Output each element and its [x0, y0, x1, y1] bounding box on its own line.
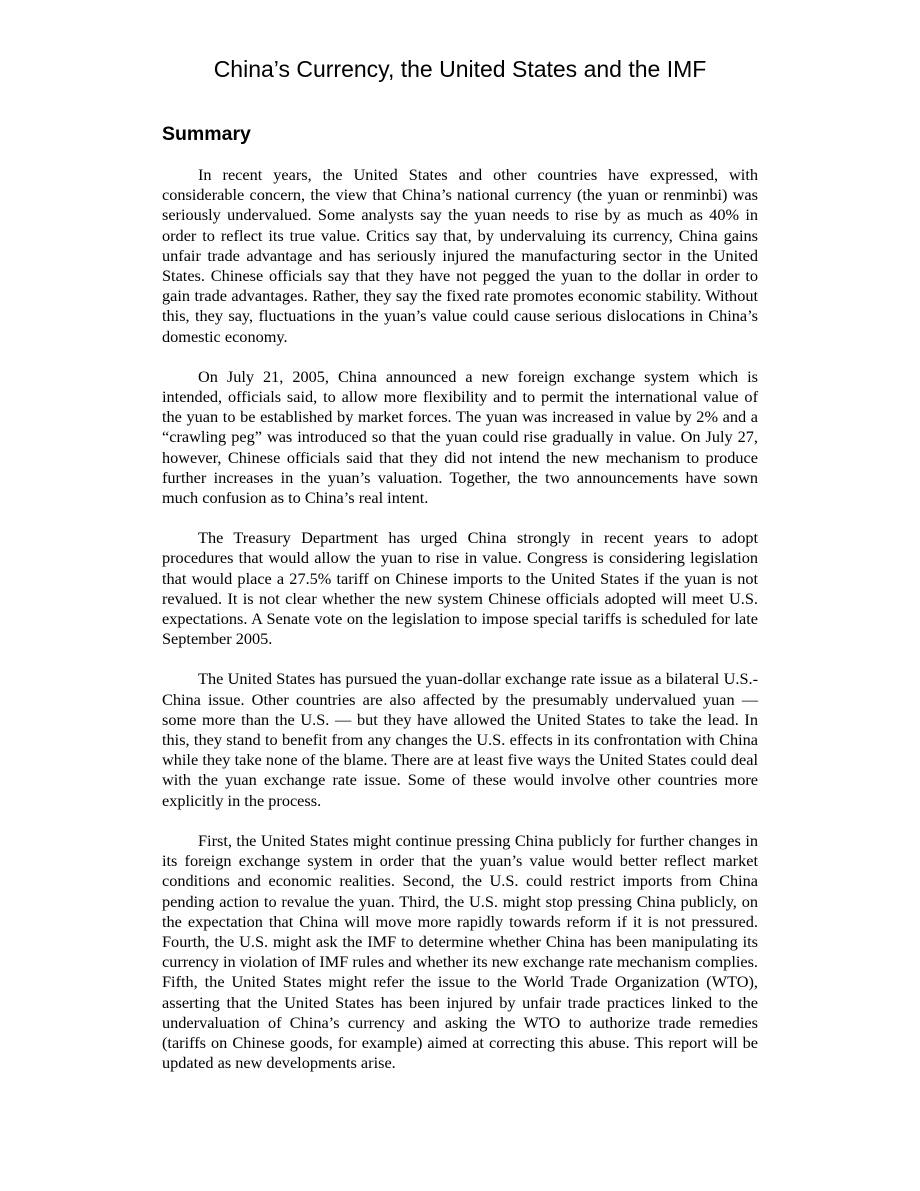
paragraph-5: First, the United States might continue pressing China publicly for further changes in its foreign exchange system in order that the yuan’s value would better reflect market conditions and economic realities. Second, the U.S. could restrict imports from China pending action to revalue the yuan. Third, the U.S. might stop pressing China publicly, on the expectation that China will move more rapidly towards reform if it is not pressured. Fourth, the U.S. might ask the IMF to determine whether China has been manipulating its currency in violation of IMF rules and whether its new exchange rate mechanism complies. Fifth, the United States might refer the issue to the World Trade Organization (WTO), asserting that the United States has been injured by unfair trade practices linked to the undervaluation of China’s currency and asking the WTO to authorize trade remedies (tariffs on Chinese goods, for example) aimed at correcting this abuse. This report will be updated as new developments arise.: [162, 830, 758, 1073]
paragraph-3: The Treasury Department has urged China strongly in recent years to adopt procedures that would allow the yuan to rise in value. Congress is considering legislation that would place a 27.5% tariff on Chinese imports to the United States if the yuan is not revalued. It is not clear whether the new system Chinese officials adopted will meet U.S. expectations. A Senate vote on the legislation to impose special tariffs is scheduled for late September 2005.: [162, 528, 758, 649]
paragraph-1: In recent years, the United States and other countries have expressed, with considerable concern, the view that China’s national currency (the yuan or renminbi) was seriously undervalued. Some analysts say the yuan needs to rise by as much as 40% in order to reflect its true value. Critics say that, by undervaluing its currency, China gains unfair trade advantage and has seriously injured the manufacturing sector in the United States. Chinese officials say that they have not pegged the yuan to the dollar in order to gain trade advantages. Rather, they say the fixed rate promotes economic stability. Without this, they say, fluctuations in the yuan’s value could cause serious dislocations in China’s domestic economy.: [162, 165, 758, 346]
document-title: China’s Currency, the United States and the IMF: [213, 56, 707, 82]
paragraph-4: The United States has pursued the yuan-dollar exchange rate issue as a bilateral U.S.-China issue. Other countries are also affected by the presumably undervalued yuan — some more than the U.S. — but they have allowed the United States to take the lead. In this, they stand to benefit from any changes the U.S. effects in its confrontation with China while they take none of the blame. There are at least five ways the United States could deal with the yuan exchange rate issue. Some of these would involve other countries more explicitly in the process.: [162, 669, 758, 810]
summary-body: [162, 165, 758, 1093]
section-heading-summary: Summary: [162, 123, 251, 145]
paragraph-2: On July 21, 2005, China announced a new foreign exchange system which is intended, officials said, to allow more flexibility and to permit the international value of the yuan to be established by market forces. The yuan was increased in value by 2% and a “crawling peg” was introduced so that the yuan could rise gradually in value. On July 27, however, Chinese officials said that they did not intend the new mechanism to produce further increases in the yuan’s valuation. Together, the two announcements have sown much confusion as to China’s real intent.: [162, 366, 758, 508]
